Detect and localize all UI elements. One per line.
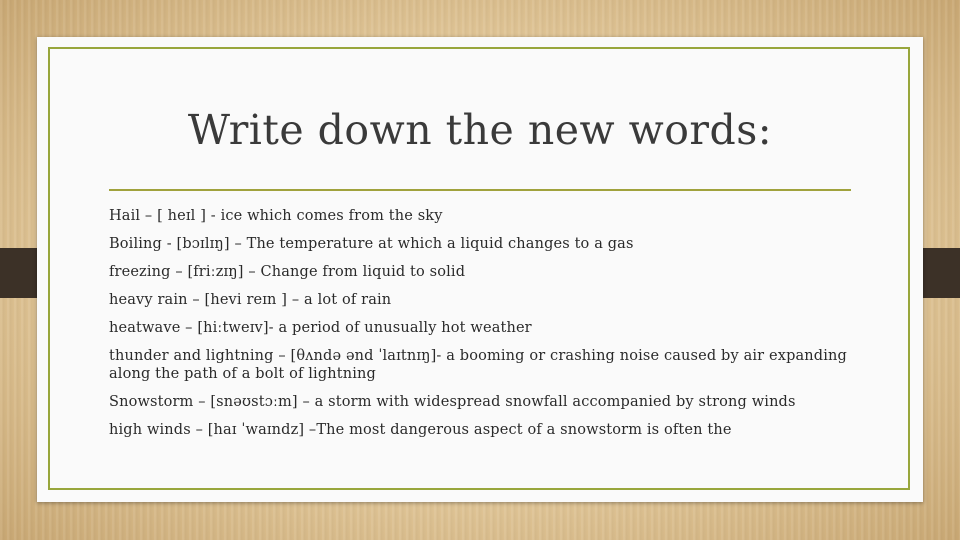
word-entry-hail: Hail – [ heɪl ] - ice which comes from the sky [109,208,443,224]
word-entry-freezing: freezing – [friːzɪŋ] – Change from liquid to solid [109,264,466,280]
slide-body [109,207,849,449]
slide-title: Write down the new words: [187,106,773,154]
slide [37,37,923,502]
word-entry-thunder-lightning: thunder and lightning – [θʌndə ənd ˈlaɪtnɪŋ]- a booming or crashing noise caused by air expanding along the path of a bolt of lightning [109,348,847,382]
word-entry-boiling: Boiling - [bɔɪlɪŋ] – The temperature at which a liquid changes to a gas [109,236,634,252]
title-divider [109,189,851,191]
word-entry-heavy-rain: heavy rain – [hevi reɪn ] – a lot of rain [109,292,392,308]
word-entry-high-winds: high winds – [haɪ ˈwaɪndz] –The most dangerous aspect of a snowstorm is often the [109,422,732,438]
word-entry-heatwave: heatwave – [hiːtweɪv]- a period of unusually hot weather [109,320,532,336]
word-entry-snowstorm: Snowstorm – [snəʊstɔːm] – a storm with widespread snowfall accompanied by strong winds [109,394,796,410]
